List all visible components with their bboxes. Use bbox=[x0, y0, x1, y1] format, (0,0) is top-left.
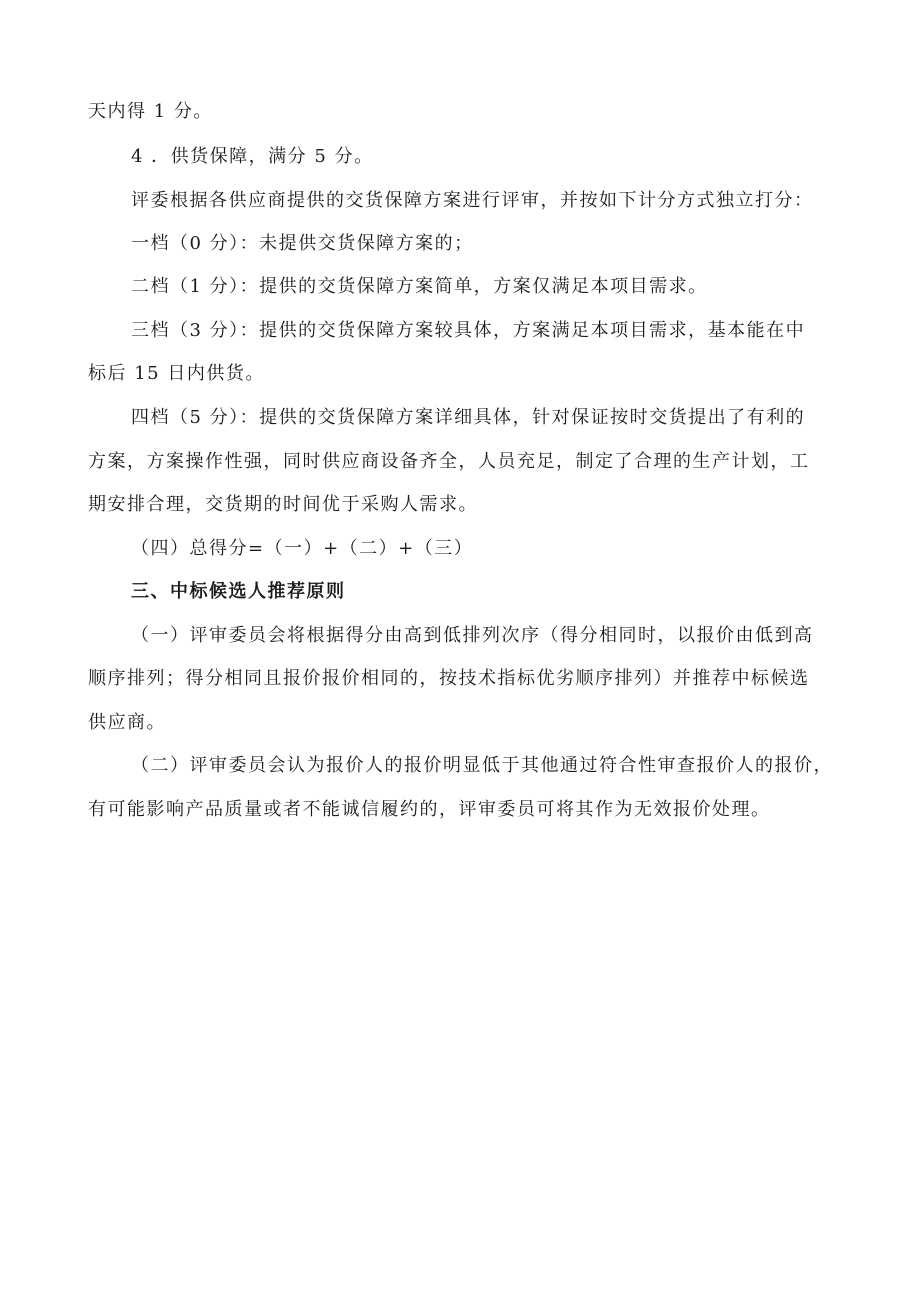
text-line: （二）评审委员会认为报价人的报价明显低于其他通过符合性审查报价人的报价， bbox=[131, 755, 833, 776]
text-line: 天内得 1 分。 bbox=[88, 101, 213, 122]
text-line: 方案，方案操作性强，同时供应商设备齐全，人员充足，制定了合理的生产计划，工 bbox=[88, 451, 810, 472]
text-line: （一）评审委员会将根据得分由高到低排列次序（得分相同时，以报价由低到高 bbox=[131, 625, 814, 646]
grade-line: 二档（1 分）：提供的交货保障方案简单，方案仅满足本项目需求。 bbox=[131, 276, 708, 297]
grade-line: 三档（3 分）：提供的交货保障方案较具体，方案满足本项目需求，基本能在中 bbox=[131, 320, 806, 341]
grade-line: 一档（0 分）：未提供交货保障方案的； bbox=[131, 233, 474, 254]
text-line: 顺序排列；得分相同且报价报价相同的，按技术指标优劣顺序排列）并推荐中标候选 bbox=[88, 668, 810, 689]
text-line: 期安排合理，交货期的时间优于采购人需求。 bbox=[88, 494, 478, 515]
text-line: 标后 15 日内供货。 bbox=[88, 363, 265, 384]
total-score-line: （四）总得分=（一）+（二）+（三） bbox=[131, 538, 474, 559]
text-line: 有可能影响产品质量或者不能诚信履约的，评审委员可将其作为无效报价处理。 bbox=[88, 799, 771, 820]
section-item-heading: 4 ．供货保障，满分 5 分。 bbox=[131, 146, 374, 167]
text-line: 评委根据各供应商提供的交货保障方案进行评审，并按如下计分方式独立打分： bbox=[131, 190, 814, 211]
text-line: 供应商。 bbox=[88, 712, 166, 733]
grade-line: 四档（5 分）：提供的交货保障方案详细具体，针对保证按时交货提出了有利的 bbox=[131, 407, 806, 428]
section-heading: 三、中标候选人推荐原则 bbox=[131, 581, 346, 602]
